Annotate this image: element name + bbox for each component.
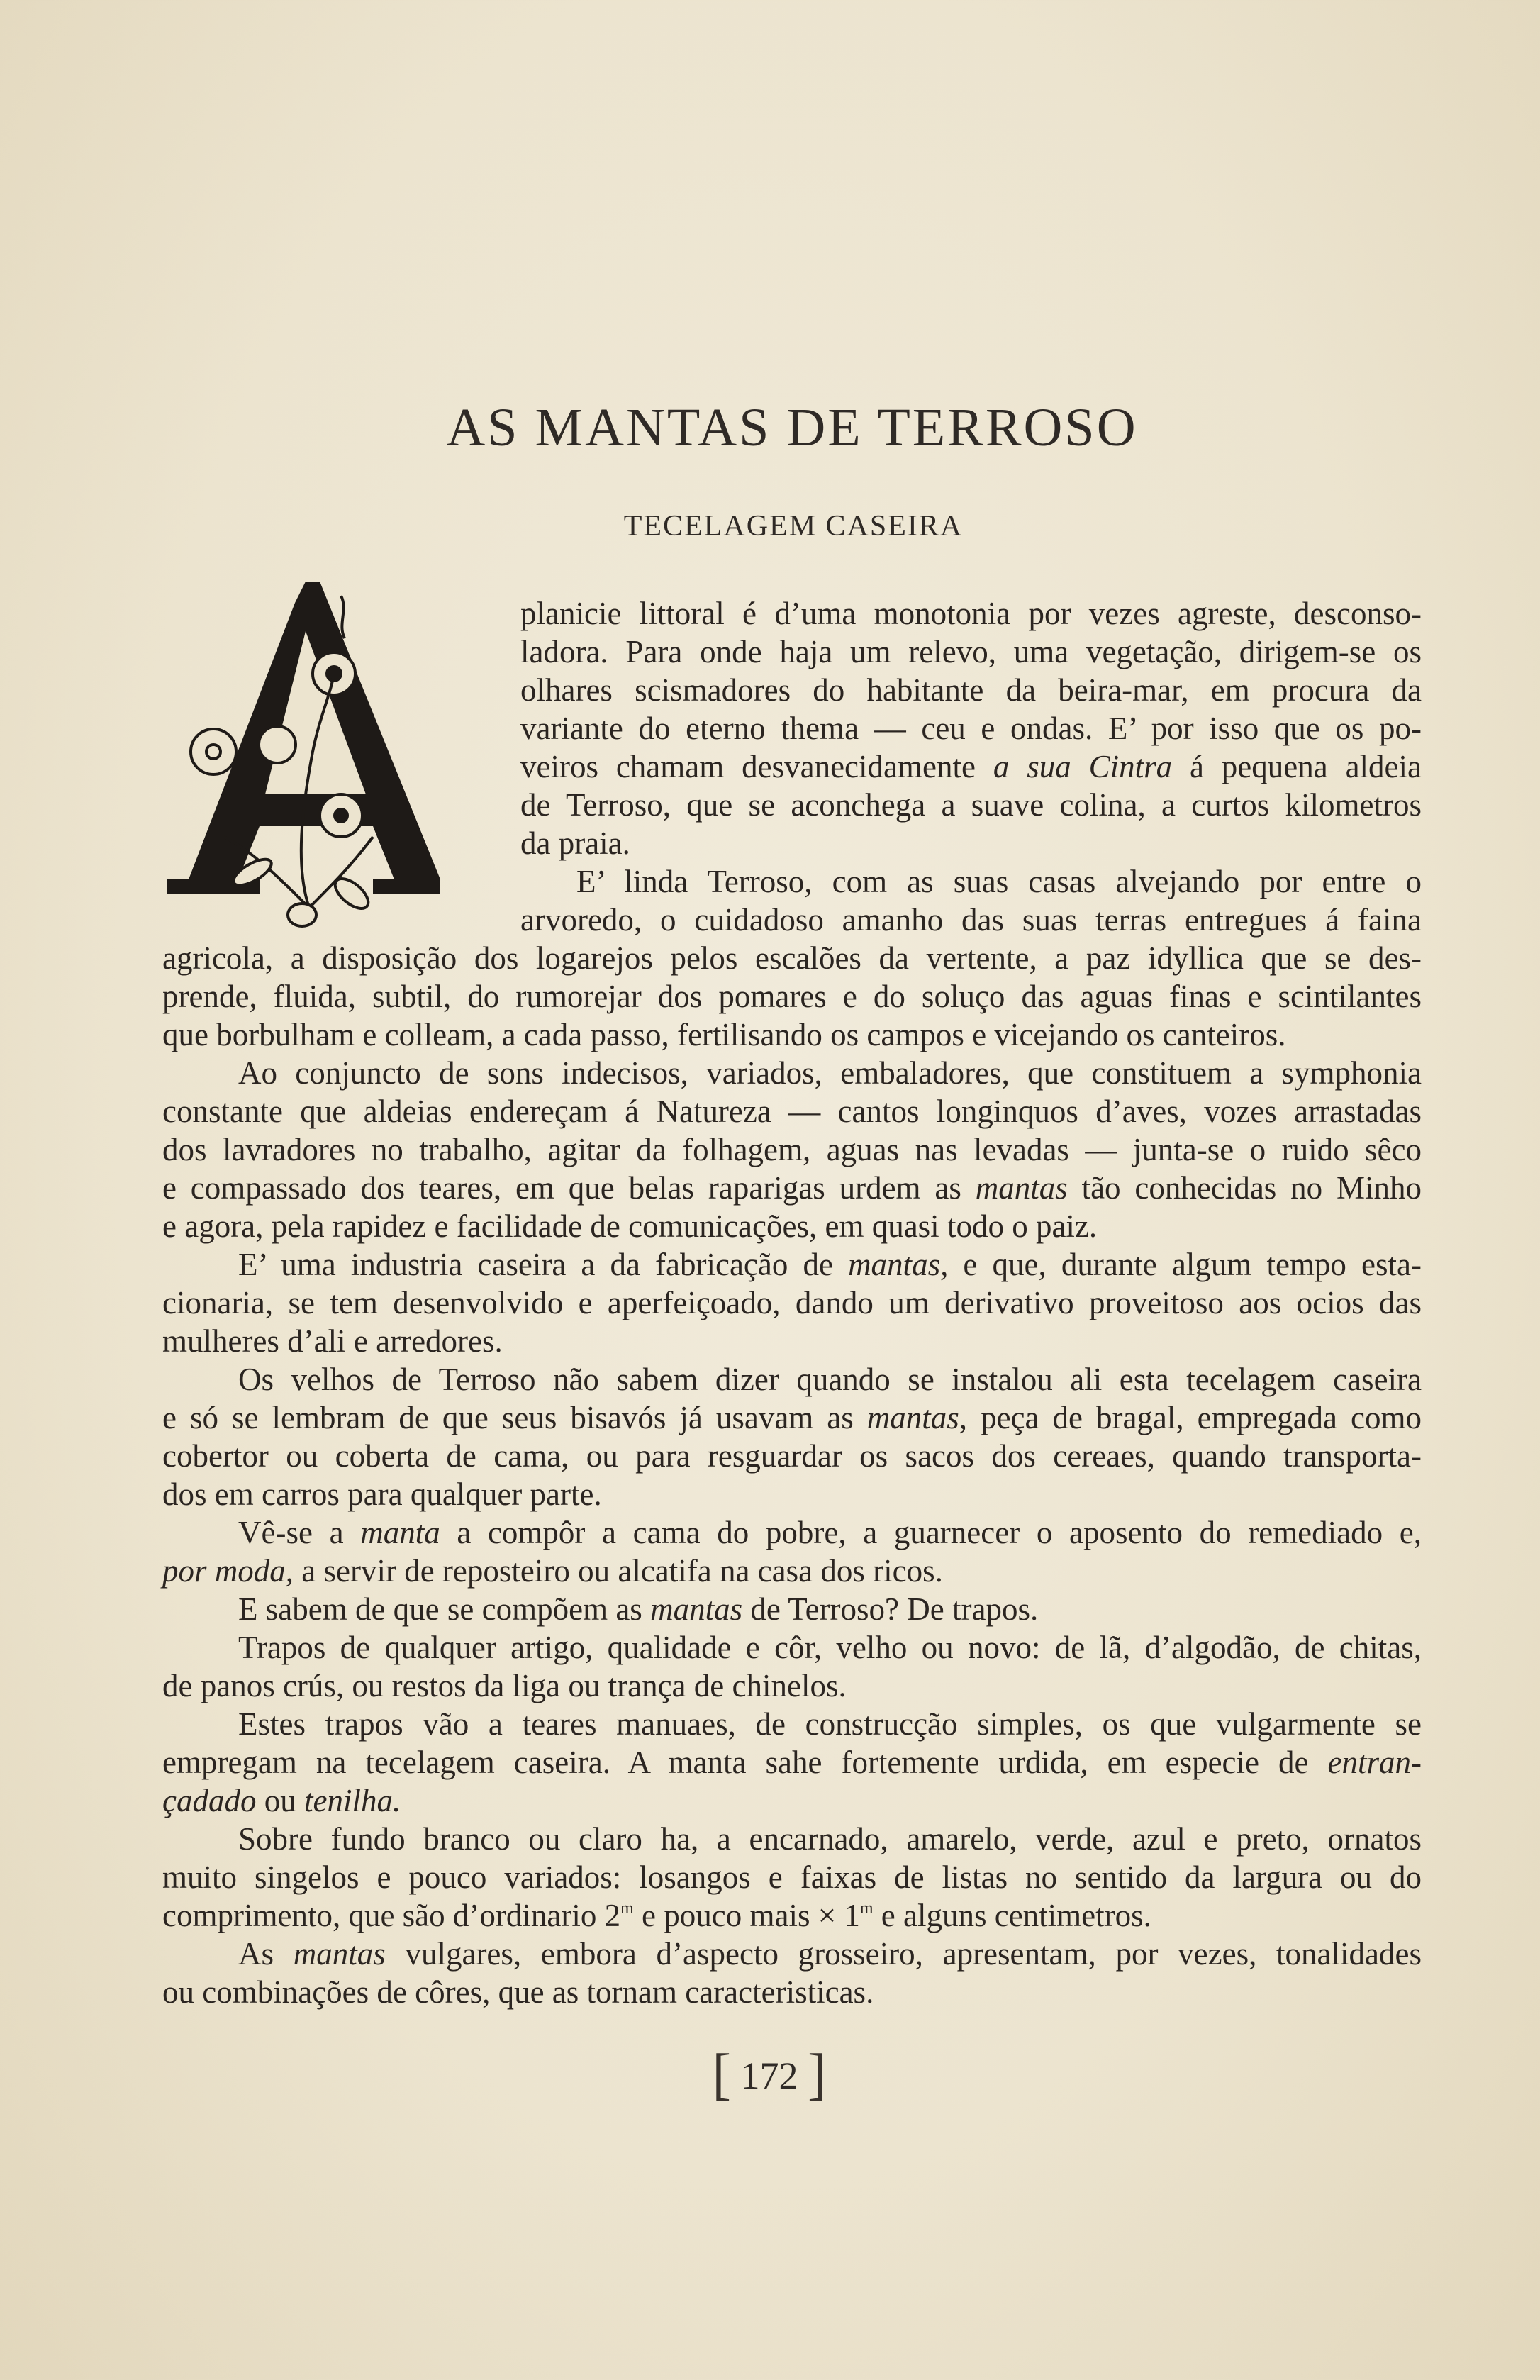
text-line [162,1475,1422,1513]
text-run: de panos crús, ou restos da liga ou trança de chinelos. [162,1668,847,1703]
text-run: e que, durante algum tempo esta- [948,1247,1422,1282]
text-line [162,1207,1422,1245]
text-run: muito singelos e pouco variados: losangos e faixas de listas no sentido da largura ou do [162,1859,1422,1895]
text-run: Os velhos de Terroso não sabem dizer quando se instalou ali esta tecelagem caseira [238,1362,1422,1397]
text-run: e pouco mais × 1 [633,1898,860,1933]
text-run: E’ uma industria caseira a da fabricação de [238,1247,849,1282]
text-run: e compassado dos teares, em que belas raparigas urdem as [162,1170,976,1206]
text-line [238,1590,1422,1628]
paragraph [162,1935,1422,2011]
text-line [238,1935,1422,1973]
text-run: peça de bragal, empregada como [967,1400,1422,1435]
text-run: que borbulham e colleam, a cada passo, fertilisando os campos e vicejando os canteiros. [162,1017,1286,1052]
text-line [162,1092,1422,1130]
text-line [162,1016,1422,1054]
text-run: dos em carros para qualquer parte. [162,1477,602,1512]
text-line [162,1743,1422,1781]
text-run: vulgares, embora d’aspecto grosseiro, apresentam, por vezes, tonalidades [385,1936,1422,1972]
text-line [238,1054,1422,1092]
italic-text-run: mantas, [848,1247,949,1282]
text-run: ou [256,1783,304,1818]
text-line [162,1858,1422,1896]
text-run: ou combinações de côres, que as tornam caracteristicas. [162,1974,874,2010]
text-run: olhares scismadores do habitante da beira-mar, em procura da [520,672,1422,708]
text-line [520,901,1422,939]
text-run: de Terroso, que se aconchega a suave colina, a curtos kilometros [520,787,1422,823]
paragraph [162,1590,1422,1628]
text-line [162,1130,1422,1169]
text-line [520,671,1422,709]
text-line [576,862,1422,901]
superscript-unit: m [859,1899,874,1918]
italic-text-run: mantas [975,1170,1068,1206]
text-run: Ao conjuncto de sons indecisos, variados, embaladores, que constituem a symphonia [238,1055,1422,1091]
text-run: Trapos de qualquer artigo, qualidade e côr, velho ou novo: de lã, d’algodão, de chitas, [238,1630,1422,1665]
text-line [520,824,1422,862]
text-run: mulheres d’ali e arredores. [162,1323,503,1359]
text-run: constante que aldeias endereçam á Natureza — cantos longinquos d’aves, vozes arrastadas [162,1094,1422,1129]
text-line [162,1284,1422,1322]
text-line [238,1705,1422,1743]
text-line [238,1820,1422,1858]
paragraph [162,1820,1422,1935]
italic-text-run: a sua Cintra [993,749,1173,784]
text-line [162,1552,1422,1590]
text-line [520,594,1422,633]
text-line [238,1245,1422,1284]
text-line [162,1322,1422,1360]
italic-text-run: manta [360,1515,440,1550]
text-line [162,1667,1422,1705]
page-number [698,2042,840,2107]
italic-text-run: mantas, [866,1400,968,1435]
page-number-value: 172 [740,2054,798,2097]
paragraph [162,862,1422,1054]
text-run: Estes trapos vão a teares manuaes, de construcção simples, os que vulgarmente se [238,1706,1422,1742]
text-run: comprimento, que são d’ordinario 2 [162,1898,621,1933]
text-line [162,1169,1422,1207]
italic-text-run: entran- [1327,1745,1422,1780]
text-run: agricola, a disposição dos logarejos pelos escalões da vertente, a paz idyllica que se des- [162,940,1422,976]
text-line [162,1437,1422,1475]
text-line [520,786,1422,824]
text-line [162,1973,1422,2011]
paragraph [162,1245,1422,1360]
text-run: a compôr a cama do pobre, a guarnecer o aposento do remediado e, [440,1515,1422,1550]
text-line [162,1896,1422,1935]
text-run: cionaria, se tem desenvolvido e aperfeiçoado, dando um derivativo proveitoso aos ocios das [162,1285,1422,1320]
text-run: As [238,1936,294,1972]
text-run: planicie littoral é d’uma monotonia por vezes agreste, desconso- [520,596,1422,631]
article-subtitle: TECELAGEM CASEIRA [623,510,964,543]
text-line [520,633,1422,671]
italic-text-run: tenilha. [303,1783,401,1818]
superscript-unit: m [620,1899,634,1918]
text-run: ladora. Para onde haja um relevo, uma vegetação, dirigem-se os [520,634,1422,669]
text-line [162,977,1422,1016]
text-run: á pequena aldeia [1172,749,1422,784]
text-run: veiros chamam desvanecidamente [520,749,993,784]
paragraph [162,1054,1422,1245]
text-run: arvoredo, o cuidadoso amanho das suas terras entregues á faina [520,902,1422,938]
text-line [162,1398,1422,1437]
paragraph [162,1513,1422,1590]
text-run: E sabem de que se compõem as [238,1591,651,1627]
text-run: e alguns centimetros. [873,1898,1151,1933]
paragraph [162,1705,1422,1820]
article-body [162,594,1422,2011]
text-run: e agora, pela rapidez e facilidade de comunicações, em quasi todo o paiz. [162,1208,1098,1244]
italic-text-run: çadado [162,1783,257,1818]
paragraph [162,1628,1422,1705]
text-run: e só se lembram de que seus bisavós já usavam as [162,1400,867,1435]
italic-text-run: por moda, [162,1553,294,1589]
text-run: empregam na tecelagem caseira. A manta sahe fortemente urdida, em especie de [162,1745,1328,1780]
text-run: tão conhecidas no Minho [1067,1170,1422,1206]
text-run: Vê-se a [238,1515,361,1550]
text-line [238,1513,1422,1552]
italic-text-run: mantas [293,1936,386,1972]
text-run: E’ linda Terroso, com as suas casas alvejando por entre o [576,864,1422,899]
text-line [520,747,1422,786]
text-line [520,709,1422,747]
italic-text-run: mantas [650,1591,743,1627]
text-line [238,1360,1422,1398]
text-run: a servir de reposteiro ou alcatifa na casa dos ricos. [294,1553,943,1589]
text-line [162,939,1422,977]
text-run: da praia. [520,825,630,861]
text-run: Sobre fundo branco ou claro ha, a encarnado, amarelo, verde, azul e preto, ornatos [238,1821,1422,1857]
text-line [238,1628,1422,1667]
article-title: AS MANTAS DE TERROSO [446,398,1138,457]
text-line [162,1781,1422,1820]
text-run: de Terroso? De trapos. [742,1591,1039,1627]
page-bracket-close: ] [808,2043,827,2106]
text-run: prende, fluida, subtil, do rumorejar dos pomares e do soluço das aguas finas e scintilantes [162,979,1422,1014]
text-run: dos lavradores no trabalho, agitar da folhagem, aguas nas levadas — junta-se o ruido sêco [162,1132,1422,1167]
page-bracket-open: [ [712,2043,731,2106]
paragraph [162,594,1422,862]
text-run: variante do eterno thema — ceu e ondas. E’ por isso que os po- [520,711,1422,746]
text-run: cobertor ou coberta de cama, ou para resguardar os sacos dos cereaes, quando transporta- [162,1438,1422,1474]
paragraph [162,1360,1422,1513]
